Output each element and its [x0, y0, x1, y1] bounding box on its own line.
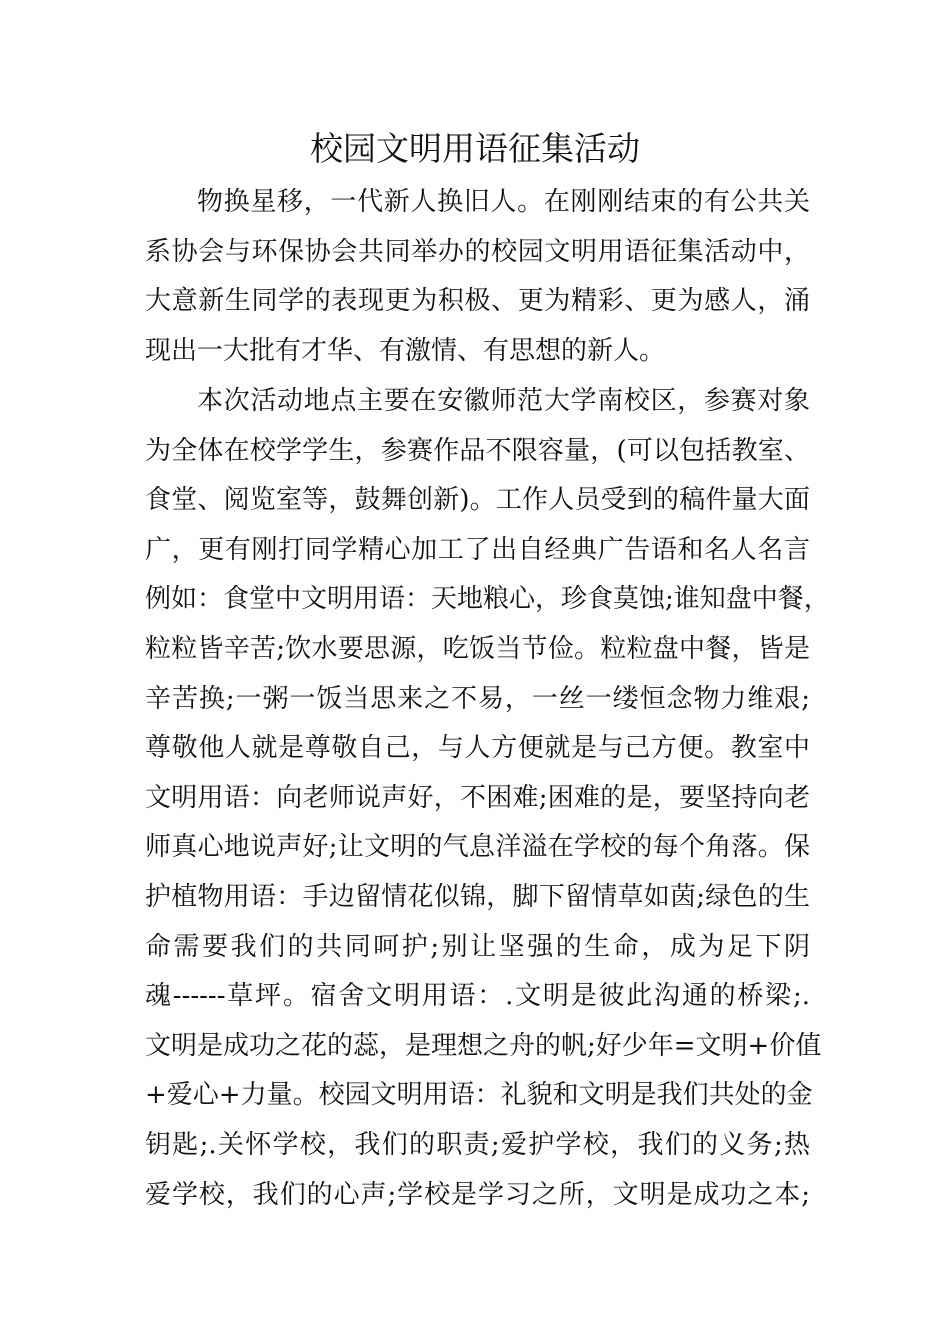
paragraph-line: 例如：食堂中文明用语：天地粮心，珍食莫蚀;谁知盘中餐，: [145, 584, 830, 615]
paragraph-line: 本次活动地点主要在安徽师范大学南校区，参赛对象: [197, 386, 810, 416]
paragraph-1: [145, 178, 810, 376]
paragraph-line: 广，更有刚打同学精心加工了出自经典广告语和名人名言: [145, 534, 810, 565]
paragraph-line: 钥匙;.关怀学校，我们的职责;爱护学校，我们的义务;热: [145, 1129, 810, 1160]
paragraph-line: 命需要我们的共同呵护;别让坚强的生命，成为足下阴: [145, 931, 810, 962]
paragraph-line: 爱学校，我们的心声;学校是学习之所，文明是成功之本;: [145, 1179, 810, 1210]
paragraph-line: 文明是成功之花的蕊，是理想之舟的帆;好少年=文明+价值: [145, 1030, 822, 1061]
paragraph-line: 大意新生同学的表现更为积极、更为精彩、更为感人，涌: [145, 286, 810, 317]
paragraph-line: +爱心+力量。校园文明用语：礼貌和文明是我们共处的金: [145, 1080, 813, 1111]
paragraph-line: 物换星移，一代新人换旧人。在刚刚结束的有公共关: [197, 187, 810, 217]
paragraph-line: 护植物用语：手边留情花似锦，脚下留情草如茵;绿色的生: [145, 881, 810, 912]
paragraph-line: 粒粒皆辛苦;饮水要思源，吃饭当节俭。粒粒盘中餐，皆是: [145, 633, 810, 664]
paragraph-line: 辛苦换;一粥一饭当思来之不易，一丝一缕恒念物力维艰;: [145, 683, 810, 714]
document-title: 校园文明用语征集活动: [310, 129, 640, 168]
paragraph-line: 食堂、阅览室等，鼓舞创新)。工作人员受到的稿件量大面: [145, 485, 810, 516]
paragraph-line: 尊敬他人就是尊敬自己，与人方便就是与己方便。教室中: [145, 733, 810, 764]
paragraph-line: 师真心地说声好;让文明的气息洋溢在学校的每个角落。保: [145, 832, 810, 863]
paragraph-line: 为全体在校学学生，参赛作品不限容量，(可以包括教室、: [145, 435, 810, 466]
paragraph-line: 现出一大批有才华、有激情、有思想的新人。: [145, 335, 666, 366]
paragraph-line: 系协会与环保协会共同举办的校园文明用语征集活动中，: [145, 236, 810, 267]
paragraph-line: 魂------草坪。宿舍文明用语：.文明是彼此沟通的桥梁;.: [145, 981, 810, 1012]
paragraph-2: [145, 377, 830, 1220]
paragraph-line: 文明用语：向老师说声好，不困难;困难的是，要坚持向老: [145, 782, 810, 813]
